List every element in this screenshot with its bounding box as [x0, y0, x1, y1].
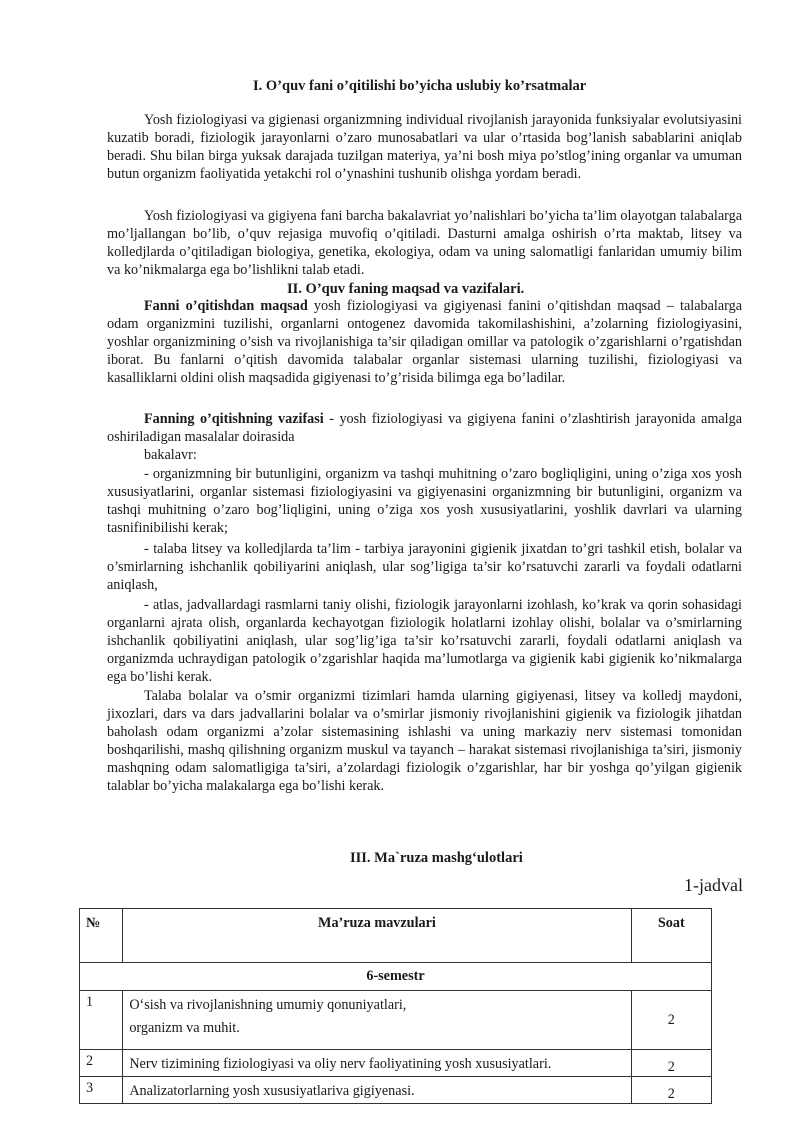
table-row	[80, 991, 712, 1050]
bullet-2: - talaba litsey va kolledjlarda ta’lim - tarbiya jarayonini gigienik jixatdan to’gri tashkil etish, bolalar va o’smirlarning ishchanlik qobiliyarini aniqlash, ular sog’ligiga ta’sir ko’rsatuvchi zararli va foydali odatlarni aniqlash,	[107, 541, 742, 593]
lectures-table	[79, 908, 712, 1104]
row-number: 2	[80, 1050, 123, 1077]
header-number: №	[80, 909, 123, 963]
closing-paragraph: Talaba bolalar va o’smir organizmi tizimlari hamda ularning gigiyenasi, litsey va kolledj maydoni, jixozlari, dars va dars jadvallarini bolalar va o’smirlar jismoniy rivojlanishini gigienik va fiziologik jihatdan baholash odam organizmi a’zolar sistemasining ishlashi va uning markaziy nerv sistemasi tomonidan boshqarilishi, mashq qilishning organizm muskul va tayanch – harakat sistemasi rivojlanishiga ta’siri, jismoniy mashqning odam salomatligiga ta’siri, a’zolardagi fiziologik o’zgarishlar, har bir yoshga qo’yilgan gigienik talablar bo’yicha malakalarga ega bo’lishi kerak.	[107, 688, 742, 794]
task-text: - yosh fiziologiyasi va gigiyena fanini o’zlashtirish jarayonida amalga oshiriladigan masalalar doirasida	[107, 411, 742, 445]
row-topic-line: O‘sish va rivojlanishning umumiy qonuniyatlari,	[129, 997, 407, 1013]
row-number: 1	[80, 991, 123, 1050]
row-topic: Analizatorlarning yosh xususiyatlariva gigiyenasi.	[123, 1077, 631, 1104]
task-label: Fanning o’qitishning vazifasi	[144, 411, 324, 427]
section-1-paragraph-1: Yosh fiziologiyasi va gigienasi organizmning individual rivojlanish jarayonida funksiyalar evolutsiyasini kuzatib boradi, fiziologik jarayonlarni o’zaro munosabatlari va ular o’rtasida bog’lanish sabablarini aniqlab beradi. Shu bilan birga yuksak darajada tuzilgan materiya, ya’ni bosh miya po’stlog’ining organlar va umuman butun organizm faoliyatida yetakchi rol o’ynashini tushunib olishga yordam beradi.	[107, 112, 742, 182]
semester-label: 6-semestr	[80, 963, 712, 991]
row-hours: 2	[631, 1050, 711, 1077]
education-level: bakalavr:	[144, 447, 197, 463]
semester-row	[80, 963, 712, 991]
section-3-title: III. Ma`ruza mashg‘ulotlari	[350, 850, 523, 866]
row-hours: 2	[631, 1077, 711, 1104]
row-hours: 2	[631, 991, 711, 1050]
table-row	[80, 1050, 712, 1077]
section-1-title: I. O’quv fani o’qitilishi bo’yicha uslubiy ko’rsatmalar	[253, 78, 587, 94]
header-topics: Ma’ruza mavzulari	[123, 909, 631, 963]
row-topic	[123, 991, 631, 1050]
bullet-1: - organizmning bir butunligini, organizm va tashqi muhitning o’zaro bogliqligini, uning o’ziga xos yosh xususiyatlarini, organlar sistemasi fiziologiyasini va gigiyenasini organizmning bir butunligini, organizm va tashqi muhitning o’zaro bog’liqligini, uning o’ziga xos yosh xususiyatlarini, yoshlik davrlari va ularning tasnifinibilishi kerak;	[107, 466, 742, 536]
row-topic: Nerv tizimining fiziologiyasi va oliy nerv faoliyatining yosh xususiyatlari.	[123, 1050, 631, 1077]
goal-paragraph	[107, 298, 742, 388]
section-2-title: II. O’quv faning maqsad va vazifalari.	[287, 281, 525, 297]
table-header-row	[80, 909, 712, 963]
task-paragraph	[107, 411, 742, 447]
bullet-3: - atlas, jadvallardagi rasmlarni taniy olishi, fiziologik jarayonlarni izohlash, ko’krak va qorin sohasidagi organlarni ajrata olish, organlarda kechayotgan fiziologik holatlarni izohlay olishi, bolalar va o’smirlarning ishchanlik qobiliyatini aniqlash, ular sog’lig’iga ta’sir ko’rsatuvchi zararli, foydali odatlarni aniqlash va organizmda uchraydigan patologik o’zgarishlar haqida ma’lumotlarga va gigienik kabi gigienik ko’nikmalarga ega bo’lishi kerak.	[107, 597, 742, 685]
row-number: 3	[80, 1077, 123, 1104]
table-label: 1-jadval	[684, 875, 743, 895]
section-1-paragraph-2: Yosh fiziologiyasi va gigiyena fani barcha bakalavriat yo’nalishlari bo’yicha ta’lim olayotgan talabalarga mo’ljallangan bo’lib, o’quv rejasiga muvofiq o’qitiladi. Dasturni amalga oshirish o’rta maktab, litsey va kolledjlarda o’qitiladigan biologiya, genetika, ekologiya, odam va uning salomatligi fanlaridan umumiy bilim va ko’nikmalarga ega bo’lishlikni talab etadi.	[107, 208, 742, 278]
table-row	[80, 1077, 712, 1104]
header-hours: Soat	[631, 909, 711, 963]
goal-label: Fanni o’qitishdan maqsad	[144, 298, 308, 314]
row-topic-line: organizm va muhit.	[129, 1020, 240, 1036]
goal-text: yosh fiziologiyasi va gigiyenasi fanini o’qitishdan maqsad – talabalarga odam organizmini tuzilishi, organlarni ontogenez davomida takomilashishini, a’zolarning fiziologiyasini, yoshlar organizmining o’sish va rivojlanishiga ta’sir qiladigan omillar va patologik o’zgarishlarni o’rgatishdan iborat. Bu fanlarni o’qitish davomida talabalar organlar sistemasi ularning tuzilishi, fiziologiyasi va kasalliklarni oldini olish maqsadida gigiyenasi to’g’risida bilimga ega bo’ladilar.	[107, 298, 742, 386]
